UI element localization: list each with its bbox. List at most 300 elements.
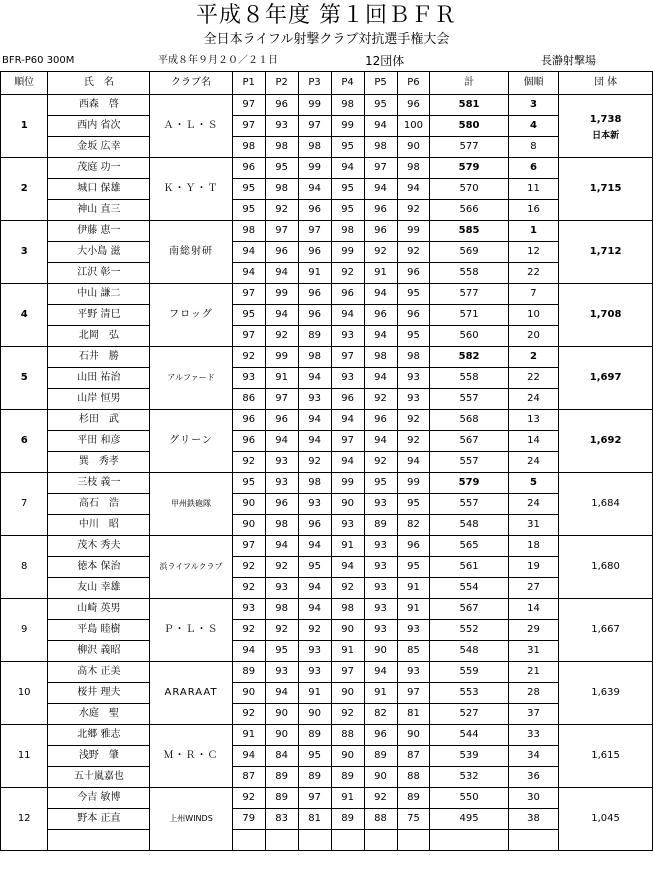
stage-score: 98 [232,221,265,242]
individual-rank: 28 [508,683,558,704]
individual-rank: 24 [508,452,558,473]
stage-score: 96 [232,431,265,452]
stage-score: 94 [298,599,331,620]
stage-score: 97 [298,788,331,809]
stage-score: 95 [364,95,397,116]
individual-rank: 21 [508,662,558,683]
stage-score: 98 [265,515,298,536]
stage-score: 92 [265,557,298,578]
stage-score: 94 [331,557,364,578]
stage-score: 92 [232,347,265,368]
stage-score: 90 [331,494,364,515]
shooter-name: 伊藤 恵一 [48,221,150,242]
shooter-name: 平島 睦樹 [48,620,150,641]
stage-score: 92 [265,200,298,221]
stage-score: 90 [232,515,265,536]
team-total: 1,639 [591,687,620,698]
shooter-name: 中山 謙二 [48,284,150,305]
stage-score: 94 [364,431,397,452]
stage-score: 94 [265,305,298,326]
stage-score: 94 [265,536,298,557]
stage-score: 99 [265,347,298,368]
stage-score: 94 [364,116,397,137]
table-row [1,179,653,200]
stage-score: 93 [397,368,430,389]
individual-rank: 19 [508,557,558,578]
stage-score: 96 [364,725,397,746]
stage-score: 94 [364,326,397,347]
stage-score: 96 [364,410,397,431]
club-name: 甲州鉄砲隊 [150,473,232,536]
venue-label: 長瀞射撃場 [541,54,596,67]
column-header: P6 [397,72,430,95]
table-row [1,578,653,599]
total-score: 527 [430,704,508,725]
table-row [1,809,653,830]
stage-score: 98 [265,179,298,200]
stage-score: 94 [331,452,364,473]
total-score: 580 [430,116,508,137]
shooter-name: 北郷 雅志 [48,725,150,746]
team-rank: 8 [1,536,48,599]
individual-rank: 14 [508,431,558,452]
stage-score: 89 [298,725,331,746]
stage-score: 92 [298,620,331,641]
total-score: 557 [430,452,508,473]
stage-score: 93 [331,326,364,347]
stage-score: 89 [364,746,397,767]
team-total: 1,715 [589,183,622,194]
team-total-cell [559,662,653,725]
shooter-name: 茂木 秀夫 [48,536,150,557]
stage-score: 99 [298,95,331,116]
table-row [1,641,653,662]
table-row [1,368,653,389]
table-row [1,788,653,809]
stage-score: 97 [232,116,265,137]
page-title: 平成８年度 第１回ＢＦＲ [196,3,457,28]
stage-score: 99 [397,221,430,242]
stage-score: 94 [232,746,265,767]
stage-score: 90 [232,683,265,704]
stage-score: 92 [397,431,430,452]
table-row [1,95,653,116]
stage-score: 95 [265,158,298,179]
shooter-name: 平野 清巳 [48,305,150,326]
stage-score: 93 [298,494,331,515]
stage-score: 97 [265,389,298,410]
stage-score: 95 [331,137,364,158]
table-row [1,452,653,473]
table-row [1,242,653,263]
team-rank: 7 [1,473,48,536]
stage-score: 94 [364,662,397,683]
column-header: クラブ名 [150,72,232,95]
team-rank: 3 [1,221,48,284]
shooter-name: 山崎 英男 [48,599,150,620]
club-name: 南総射研 [150,221,232,284]
stage-score: 97 [232,284,265,305]
stage-score: 90 [331,683,364,704]
stage-score: 93 [265,116,298,137]
stage-score: 95 [232,473,265,494]
table-row [1,284,653,305]
stage-score: 98 [232,137,265,158]
stage-score: 90 [397,725,430,746]
shooter-name: 高木 正美 [48,662,150,683]
shooter-name: 巽 秀孝 [48,452,150,473]
club-name: フロッグ [150,284,232,347]
stage-score: 92 [232,620,265,641]
stage-score: 94 [265,431,298,452]
total-score: 548 [430,641,508,662]
club-name: Ａ・Ｌ・Ｓ [150,95,232,158]
stage-score: 96 [298,242,331,263]
stage-score: 96 [232,158,265,179]
stage-score: 97 [232,536,265,557]
individual-rank: 24 [508,389,558,410]
stage-score: 94 [298,179,331,200]
stage-score: 91 [397,599,430,620]
team-total: 1,615 [591,750,620,761]
team-total-cell [559,95,653,158]
individual-rank: 18 [508,536,558,557]
stage-score: 93 [331,368,364,389]
total-score: 579 [430,473,508,494]
table-row [1,473,653,494]
total-score: 554 [430,578,508,599]
club-name: Ｐ・Ｌ・Ｓ [150,599,232,662]
team-total-cell [559,284,653,347]
stage-score: 93 [364,578,397,599]
stage-score: 92 [232,704,265,725]
stage-score: 93 [364,620,397,641]
individual-rank: 20 [508,326,558,347]
shooter-name: 茂庭 功一 [48,158,150,179]
stage-score: 93 [397,662,430,683]
stage-score: 89 [265,767,298,788]
shooter-name: 三枝 義一 [48,473,150,494]
team-rank: 9 [1,599,48,662]
shooter-name: 柳沢 義昭 [48,641,150,662]
club-name: 浜ライフルクラブ [150,536,232,599]
team-total-cell [559,599,653,662]
stage-score: 92 [331,704,364,725]
stage-score: 97 [331,431,364,452]
stage-score: 95 [397,326,430,347]
column-header: P4 [331,72,364,95]
team-total-cell [559,410,653,473]
stage-score: 95 [265,641,298,662]
stage-score: 94 [298,410,331,431]
individual-rank: 24 [508,494,558,515]
table-row [1,683,653,704]
stage-score: 92 [265,326,298,347]
team-rank: 11 [1,725,48,788]
stage-score: 90 [265,704,298,725]
team-total-cell [559,158,653,221]
stage-score: 91 [364,683,397,704]
total-score: 570 [430,179,508,200]
stage-score: 96 [265,242,298,263]
individual-rank: 22 [508,368,558,389]
stage-score: 95 [331,200,364,221]
stage-score: 93 [397,389,430,410]
page-subtitle: 全日本ライフル射撃クラブ対抗選手権大会 [203,32,450,47]
team-rank: 4 [1,284,48,347]
total-score: 557 [430,389,508,410]
table-row [1,515,653,536]
table-row [1,347,653,368]
shooter-name: 五十嵐嘉也 [48,767,150,788]
stage-score: 95 [232,179,265,200]
team-total-cell [559,221,653,284]
individual-rank: 31 [508,641,558,662]
stage-score: 92 [364,788,397,809]
team-rank: 6 [1,410,48,473]
total-score: 579 [430,158,508,179]
column-header: 順位 [1,72,48,95]
stage-score: 96 [364,305,397,326]
stage-score: 90 [397,137,430,158]
stage-score: 97 [265,221,298,242]
stage-score: 93 [232,368,265,389]
club-name: グリーン [150,410,232,473]
stage-score: 92 [232,452,265,473]
team-total: 1,692 [589,435,622,446]
stage-score: 91 [331,536,364,557]
club-name: Ｋ・Ｙ・Ｔ [150,158,232,221]
team-rank: 10 [1,662,48,725]
stage-score: 93 [265,578,298,599]
stage-score: 75 [397,809,430,830]
table-row [1,410,653,431]
total-score: 569 [430,242,508,263]
stage-score: 96 [298,305,331,326]
stage-score: 89 [397,788,430,809]
stage-score: 98 [331,599,364,620]
total-score: 577 [430,137,508,158]
stage-score: 96 [298,200,331,221]
division-label: 12団体 [365,54,405,68]
stage-score: 97 [331,347,364,368]
stage-score: 98 [364,137,397,158]
column-header: 計 [430,72,508,95]
stage-score: 87 [397,746,430,767]
stage-score: 97 [397,683,430,704]
stage-score: 98 [331,221,364,242]
stage-score: 94 [298,431,331,452]
stage-score: 95 [364,473,397,494]
stage-score: 97 [232,95,265,116]
individual-rank: 27 [508,578,558,599]
stage-score: 90 [364,641,397,662]
individual-rank: 7 [508,284,558,305]
stage-score: 96 [364,221,397,242]
shooter-name: 桜井 理夫 [48,683,150,704]
shooter-name: 今吉 敏博 [48,788,150,809]
team-total-cell [559,347,653,410]
stage-score: 91 [331,641,364,662]
column-header: 団 体 [559,72,653,95]
stage-score: 89 [232,662,265,683]
table-row [1,557,653,578]
table-row [1,221,653,242]
team-total-cell [559,788,653,851]
shooter-name: 浅野 肇 [48,746,150,767]
table-row [1,263,653,284]
total-score: 544 [430,725,508,746]
club-name: Ｍ・Ｒ・Ｃ [150,725,232,788]
total-score: 581 [430,95,508,116]
individual-rank: 37 [508,704,558,725]
individual-rank: 34 [508,746,558,767]
stage-score: 94 [232,641,265,662]
shooter-name: 神山 直三 [48,200,150,221]
club-name: ARARAAT [150,662,232,725]
total-score: 567 [430,431,508,452]
table-row [1,116,653,137]
total-score [430,830,508,851]
team-total-cell [559,725,653,788]
stage-score: 97 [232,326,265,347]
individual-rank: 12 [508,242,558,263]
stage-score: 94 [331,410,364,431]
stage-score [298,830,331,851]
total-score: 582 [430,347,508,368]
stage-score: 91 [298,683,331,704]
stage-score: 96 [265,95,298,116]
shooter-name: 野本 正直 [48,809,150,830]
team-total: 1,684 [591,498,620,509]
total-score: 495 [430,809,508,830]
stage-score: 96 [397,536,430,557]
shooter-name: 北岡 弘 [48,326,150,347]
shooter-name: 友山 幸雄 [48,578,150,599]
total-score: 567 [430,599,508,620]
team-total: 1,712 [589,246,622,257]
stage-score: 99 [331,116,364,137]
total-score: 532 [430,767,508,788]
stage-score: 89 [364,515,397,536]
stage-score: 92 [298,452,331,473]
stage-score: 93 [397,620,430,641]
stage-score: 89 [331,809,364,830]
team-total: 1,680 [591,561,620,572]
total-score: 577 [430,284,508,305]
total-score: 566 [430,200,508,221]
total-score: 539 [430,746,508,767]
stage-score: 87 [232,767,265,788]
stage-score: 94 [364,284,397,305]
stage-score: 91 [397,578,430,599]
table-row [1,704,653,725]
individual-rank: 8 [508,137,558,158]
stage-score: 89 [298,326,331,347]
individual-rank: 29 [508,620,558,641]
stage-score: 90 [298,704,331,725]
stage-score: 94 [298,536,331,557]
shooter-name: 平田 和彦 [48,431,150,452]
stage-score: 93 [265,452,298,473]
stage-score: 90 [265,725,298,746]
stage-score: 98 [331,95,364,116]
stage-score: 91 [265,368,298,389]
total-score: 565 [430,536,508,557]
club-name: アルファード [150,347,232,410]
stage-score: 92 [232,557,265,578]
stage-score: 96 [397,263,430,284]
stage-score: 94 [364,368,397,389]
shooter-name [48,830,150,851]
stage-score: 90 [331,620,364,641]
individual-rank [508,830,558,851]
stage-score: 91 [331,788,364,809]
stage-score: 86 [232,389,265,410]
stage-score [232,830,265,851]
individual-rank: 30 [508,788,558,809]
stage-score: 93 [364,494,397,515]
table-row [1,200,653,221]
stage-score: 88 [397,767,430,788]
shooter-name: 水庭 聖 [48,704,150,725]
stage-score [397,830,430,851]
stage-score: 93 [364,557,397,578]
club-name: 上州WINDS [150,788,232,851]
individual-rank: 14 [508,599,558,620]
total-score: 552 [430,620,508,641]
column-header: 個順 [508,72,558,95]
stage-score: 99 [298,158,331,179]
individual-rank: 3 [508,95,558,116]
team-total-cell [559,536,653,599]
stage-score: 94 [397,179,430,200]
stage-score: 81 [397,704,430,725]
stage-score: 99 [331,242,364,263]
stage-score: 94 [331,305,364,326]
shooter-name: 山岸 恒男 [48,389,150,410]
stage-score: 96 [232,410,265,431]
total-score: 557 [430,494,508,515]
stage-score: 91 [298,263,331,284]
column-header: 氏 名 [48,72,150,95]
stage-score: 84 [265,746,298,767]
table-row [1,494,653,515]
stage-score: 93 [364,536,397,557]
stage-score: 88 [331,725,364,746]
stage-score: 99 [331,473,364,494]
stage-score: 94 [397,452,430,473]
stage-score: 97 [364,158,397,179]
stage-score: 93 [232,599,265,620]
stage-score: 94 [265,683,298,704]
stage-score [364,830,397,851]
shooter-name: 金坂 広幸 [48,137,150,158]
stage-score: 97 [331,662,364,683]
stage-score: 99 [265,284,298,305]
stage-score: 95 [298,557,331,578]
event-label: BFR-P60 300M [2,55,75,66]
individual-rank: 31 [508,515,558,536]
total-score: 561 [430,557,508,578]
total-score: 560 [430,326,508,347]
total-score: 558 [430,263,508,284]
record-note: 日本新 [592,131,620,141]
stage-score: 95 [232,305,265,326]
total-score: 550 [430,788,508,809]
stage-score: 96 [331,284,364,305]
results-table [0,71,653,851]
